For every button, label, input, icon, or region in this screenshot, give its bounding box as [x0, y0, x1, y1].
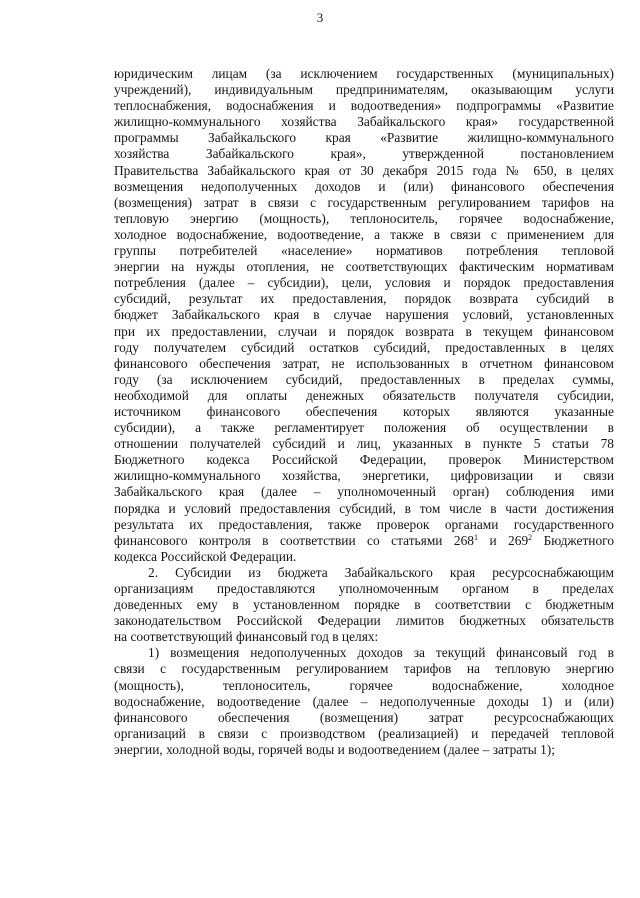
- text-line: группы потребителей «население» нормативов потребления тепловой: [114, 243, 614, 259]
- text-line: бюджет Забайкальского края в случае нарушения условий, установленных: [114, 307, 614, 323]
- article-268-superscript: 1: [474, 532, 478, 542]
- text-line: юридическим лицам (за исключением государственных (муниципальных): [114, 66, 614, 81]
- text-line: законодательством Российской Федерации лимитов бюджетных обязательств: [114, 613, 614, 629]
- text-line: хозяйства Забайкальского края», утвержденной постановлением: [114, 146, 614, 162]
- text-line: потребления (далее – субсидии), цели, условия и порядок предоставления: [114, 275, 614, 291]
- text-line: порядка и условий предоставления субсидий, в том числе в части достижения: [114, 500, 614, 516]
- text-line: субсидий, результат их предоставления, порядок возврата субсидий в: [114, 291, 614, 307]
- paragraph-3-first-line: 1) возмещения недополученных доходов за текущий финансовый год в: [148, 645, 614, 661]
- text-fragment: и 269: [478, 532, 529, 548]
- text-line: холодное водоснабжение, водоотведение, а также в связи с применением для: [114, 226, 614, 242]
- text-line: организациям предоставляются уполномоченным органом в пределах: [114, 581, 614, 596]
- text-line: программы Забайкальского края «Развитие жилищно-коммунального: [114, 130, 614, 146]
- text-line: субсидии), а также регламентирует положения об осуществлении в: [114, 420, 614, 436]
- text-line: источником финансового обеспечения которых являются указанные: [114, 403, 614, 419]
- text-line: при их предоставлении, случаи и порядок возврата в текущем финансовом: [114, 323, 614, 339]
- paragraph-2-first-line: 2. Субсидии из бюджета Забайкальского края ресурсоснабжающим: [148, 564, 614, 580]
- text-line: возмещения недополученных доходов и (или) финансового обеспечения: [114, 178, 614, 194]
- text-line-with-article-refs: [114, 533, 614, 549]
- text-line: кодекса Российской Федерации.: [114, 548, 297, 564]
- page-number: 3: [316, 10, 324, 25]
- text-line: теплоснабжения, водоснабжения и водоотведения» подпрограммы «Развитие: [114, 98, 614, 114]
- text-line: тепловую энергию (мощность), теплоноситель, горячее водоснабжение,: [114, 210, 614, 226]
- document-body: [114, 66, 614, 758]
- text-line: связи с государственным регулированием тарифов на тепловую энергию: [114, 661, 614, 677]
- text-line: Бюджетного кодекса Российской Федерации, проверок Министерством: [114, 452, 614, 468]
- text-line: финансового обеспечения затрат, не использованных в отчетном финансовом: [114, 355, 614, 371]
- text-fragment: финансового контроля в соответствии со статьями 268: [114, 532, 474, 548]
- article-269-superscript: 2: [528, 532, 533, 542]
- text-line: необходимой для оплаты денежных обязательств получателя субсидии,: [114, 387, 614, 403]
- text-line: результата их предоставления, также проверок органами государственного: [114, 516, 614, 532]
- text-line: водоснабжение, водоотведение (далее – недополученные доходы 1) и (или): [114, 693, 614, 709]
- text-line: доведенных ему в установленном порядке в соответствии с бюджетным: [114, 597, 614, 613]
- text-line: энергии на нужды отопления, не соответствующих фактическим нормативам: [114, 259, 614, 275]
- text-line: жилищно-коммунального хозяйства, энергетики, цифровизации и связи: [114, 468, 614, 484]
- text-line: (возмещения) затрат в связи с государственным регулированием тарифов на: [114, 194, 614, 210]
- text-line: жилищно-коммунального хозяйства Забайкальского края» государственной: [114, 114, 614, 130]
- text-fragment: Бюджетного: [532, 532, 614, 548]
- text-line: на соответствующий финансовый год в целях:: [114, 629, 379, 645]
- text-line: году (за исключением субсидий, предоставленных в пределах суммы,: [114, 371, 614, 387]
- text-line: организаций в связи с производством (реализацией) и передачей тепловой: [114, 725, 614, 741]
- text-line: (мощность), теплоноситель, горячее водоснабжение, холодное: [114, 677, 614, 693]
- text-line: энергии, холодной воды, горячей воды и водоотведением (далее – затраты 1);: [114, 741, 555, 757]
- text-line: Забайкальского края (далее – уполномоченный орган) соблюдения ими: [114, 484, 614, 500]
- text-line: году получателем субсидий остатков субсидий, предоставленных в целях: [114, 339, 614, 355]
- text-line: учреждений), индивидуальным предпринимателям, оказывающим услуги: [114, 82, 614, 98]
- text-line: отношении получателей субсидий и лиц, указанных в пункте 5 статьи 78: [114, 436, 614, 452]
- text-line: Правительства Забайкальского края от 30 декабря 2015 года № 650, в целях: [114, 162, 614, 178]
- text-line: финансового обеспечения (возмещения) затрат ресурсоснабжающих: [114, 709, 614, 725]
